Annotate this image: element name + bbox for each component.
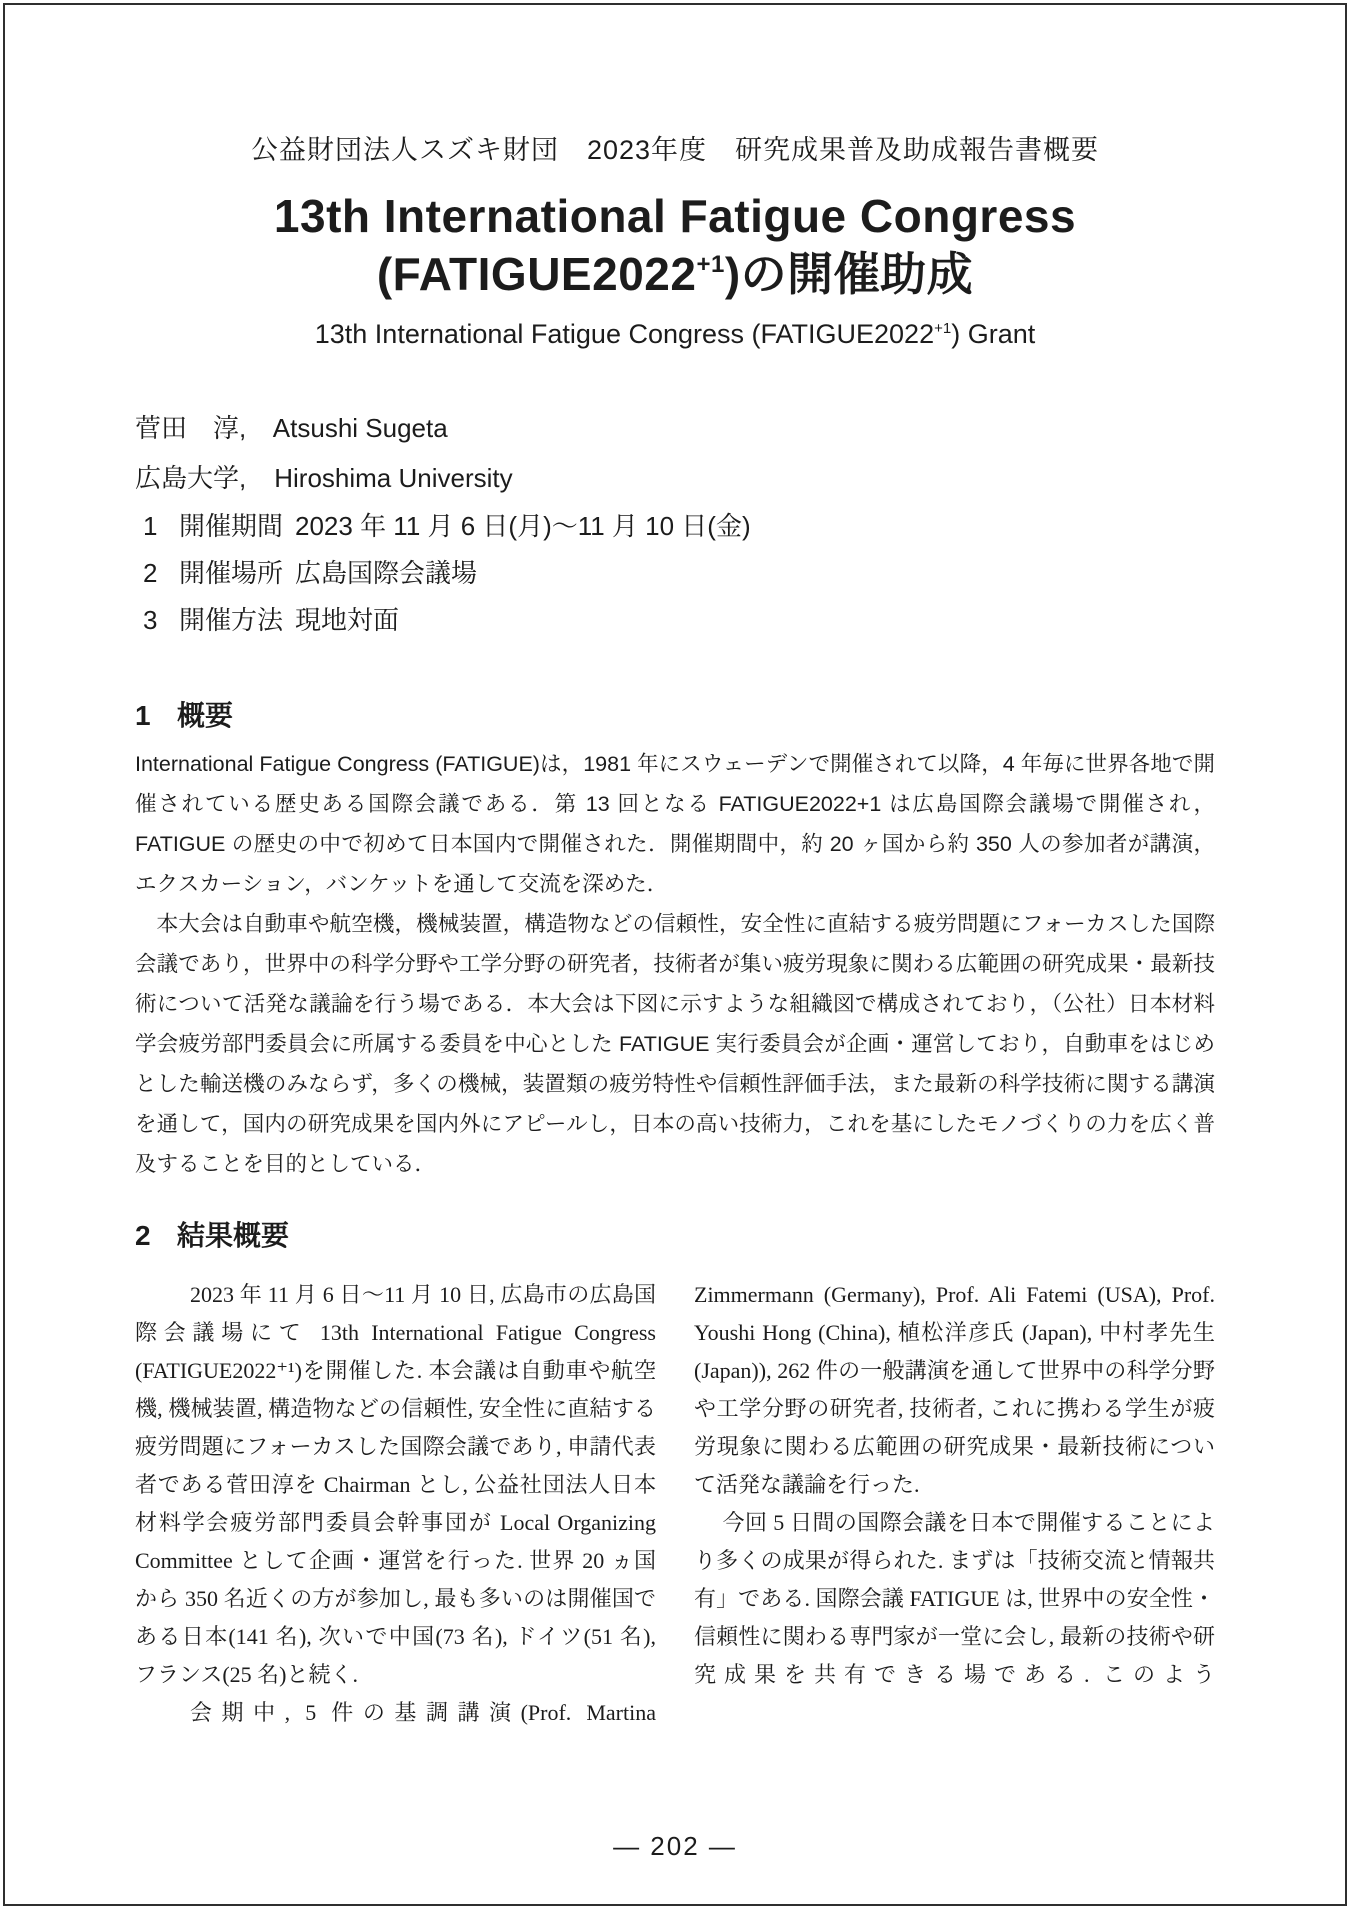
event-meta-list [135, 503, 1215, 644]
author-affiliation-jp: 広島大学, [135, 463, 247, 493]
subtitle-superscript: +1 [934, 320, 952, 337]
results-col1-paragraph-2: 会期中, 5 件の基調講演(Prof. Martina [190, 1700, 656, 1725]
section-overview [135, 698, 1215, 1184]
page-number: — 202 — [613, 1831, 737, 1861]
document-title [135, 187, 1215, 303]
meta-label-period: 開催期間 [179, 511, 284, 541]
author-name-jp: 菅田 淳, [135, 413, 247, 443]
meta-row-venue [135, 550, 1215, 597]
results-col2-paragraph-1: Zimmermann (Germany), Prof. Ali Fatemi (USA), Prof. Youshi Hong (China), 植松洋彦氏 (Japan), 中村孝先生 (Japan)), 262 件の一般講演を通して世界中の科学分野や工学分野の研究者, 技術者, これに携わる学生が疲労現象に関わる広範囲の研究成果・最新技術について活発な議論を行った. [694, 1282, 1215, 1497]
section-number: 2 [135, 1220, 151, 1251]
results-col2-paragraph-2: 今回 5 日間の国際会議を日本で開催することにより多くの成果が得られた. まずは「技術交流と情報共有」である. 国際会議 FATIGUE は, 世界中の安全性・信頼性に関わる専門家が一堂に会し, 最新の技術や研究成果を共有できる場である. このよう [694, 1510, 1215, 1687]
author-affiliation-en: Hiroshima University [274, 463, 513, 493]
title-line-2: $(FATIGUE2022^{+1})$の開催助成 [376, 248, 974, 300]
meta-label-format: 開催方法 [179, 605, 284, 635]
meta-row-period [135, 503, 1215, 550]
overview-paragraph-2: 本大会は自動車や航空機，機械装置，構造物などの信頼性，安全性に直結する疲労問題にフォーカスした国際会議であり，世界中の科学分野や工学分野の研究者，技術者が集い疲労現象に関わる広範囲の研究成果・最新技術について活発な議論を行う場である．本大会は下図に示すような組織図で構成されており，（公社）日本材料学会疲労部門委員会に所属する委員を中心とした FATIGUE 実行委員会が企画・運営しており，自動車をはじめとした輸送機のみならず，多くの機械，装置類の疲労特性や信頼性評価手法，また最新の科学技術に関する講演を通して，国内の研究成果を国内外にアピールし，日本の高い技術力，これを基にしたモノづくりの力を広く普及することを目的としている． [135, 912, 1215, 1176]
section-overview-heading [135, 698, 1215, 734]
section-title: 概要 [177, 700, 234, 731]
title-superscript: +1 [696, 251, 725, 278]
meta-number: 1 [143, 511, 158, 541]
author-name-row [135, 403, 1215, 453]
meta-value-format: 現地対面 [295, 605, 400, 635]
meta-value-period: 2023 年 11 月 6 日(月)～11 月 10 日(金) [295, 511, 751, 541]
section-results-heading [135, 1218, 1215, 1254]
document-subtitle-en: 13th International Fatigue Congress $(FATIGUE2022^{+1})$ Grant [314, 319, 1036, 349]
results-col1-paragraph-1: 2023 年 11 月 6 日～11 月 10 日, 広島市の広島国際会議場にて 13th International Fatigue Congress (FATIGUE2022⁺¹)を開催した. 本会議は自動車や航空機, 機械装置, 構造物などの信頼性, 安全性に直結する疲労問題にフォーカスした国際会議であり, 申請代表者である菅田淳を Chairman とし, 公益社団法人日本材料学会疲労部門委員会幹事団が Local Organizing Committee として企画・運営を行った. 世界 20 ヵ国から 350 名近くの方が参加し, 最も多いのは開催国である日本(141 名), 次いで中国(73 名), ドイツ(51 名), フランス(25 名)と続く. [135, 1282, 656, 1687]
meta-row-format [135, 597, 1215, 644]
section-title: 結果概要 [177, 1220, 290, 1251]
meta-label-venue: 開催場所 [179, 558, 284, 588]
meta-value-venue: 広島国際会議場 [295, 558, 478, 588]
report-series-header: 公益財団法人スズキ財団 2023年度 研究成果普及助成報告書概要 [250, 135, 1100, 165]
section-number: 1 [135, 700, 151, 731]
overview-paragraph-1: International Fatigue Congress (FATIGUE)は，1981 年にスウェーデンで開催されて以降，4 年毎に世界各地で開催されている歴史ある国際会議である．第 13 回となる FATIGUE2022+1 は広島国際会議場で開催され，FATIGUE の歴史の中で初めて日本国内で開催された．開催期間中，約 20 ヶ国から約 350 人の参加者が講演，エクスカーション，バンケットを通して交流を深めた． [135, 752, 1215, 896]
two-column-body [135, 1276, 1215, 1732]
author-affiliation-row [135, 453, 1215, 503]
meta-number: 3 [143, 605, 158, 635]
page-content [135, 5, 1215, 1732]
left-column [135, 1276, 656, 1732]
meta-number: 2 [143, 558, 158, 588]
right-column [694, 1276, 1215, 1732]
author-name-en: Atsushi Sugeta [272, 413, 448, 443]
author-block [135, 403, 1215, 503]
title-line-1: 13th International Fatigue Congress [273, 190, 1077, 242]
document-page [3, 3, 1347, 1906]
section-results [135, 1218, 1215, 1732]
